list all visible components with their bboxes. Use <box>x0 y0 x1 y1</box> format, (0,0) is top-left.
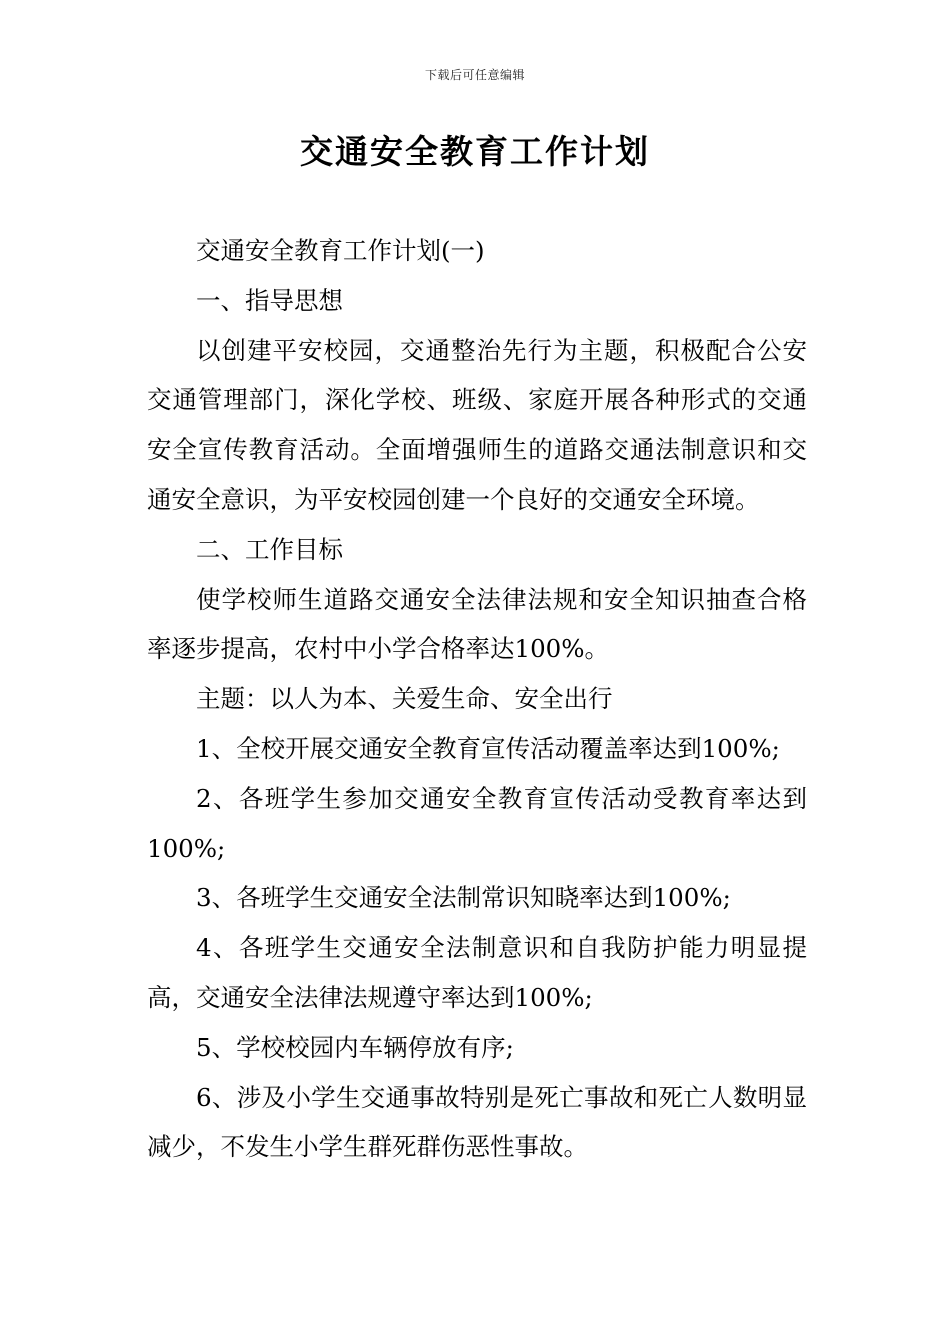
header-note: 下载后可任意编辑 <box>424 68 525 82</box>
body-paragraph: 使学校师生道路交通安全法律法规和安全知识抽查合格率逐步提高，农村中小学合格率达100%。 <box>147 584 807 664</box>
list-item: 4、各班学生交通安全法制意识和自我防护能力明显提高，交通安全法律法规遵守率达到100%; <box>147 933 807 1012</box>
list-item: 2、各班学生参加交通安全教育宣传活动受教育率达到100%; <box>147 783 807 863</box>
subtitle-paragraph: 交通安全教育工作计划(一) <box>196 236 485 265</box>
document-body <box>147 226 807 1172</box>
list-item: 3、各班学生交通安全法制常识知晓率达到100%; <box>196 883 731 913</box>
list-item: 1、全校开展交通安全教育宣传活动覆盖率达到100%; <box>196 733 780 763</box>
theme-line: 主题：以人为本、关爱生命、安全出行 <box>196 684 613 714</box>
section-heading-work-goals: 二、工作目标 <box>196 534 343 564</box>
list-item: 5、学校校园内车辆停放有序; <box>196 1032 514 1062</box>
section-heading-guiding-ideology: 一、指导思想 <box>196 285 343 315</box>
list-item: 6、涉及小学生交通事故特别是死亡事故和死亡人数明显减少，不发生小学生群死群伤恶性事故。 <box>147 1082 807 1162</box>
body-paragraph: 以创建平安校园，交通整治先行为主题，积极配合公安交通管理部门，深化学校、班级、家庭开展各种形式的交通安全宣传教育活动。全面增强师生的道路交通法制意识和交通安全意识，为平安校园创建一个良好的交通安全环境。 <box>147 335 807 514</box>
document-title: 交通安全教育工作计划 <box>300 132 650 171</box>
